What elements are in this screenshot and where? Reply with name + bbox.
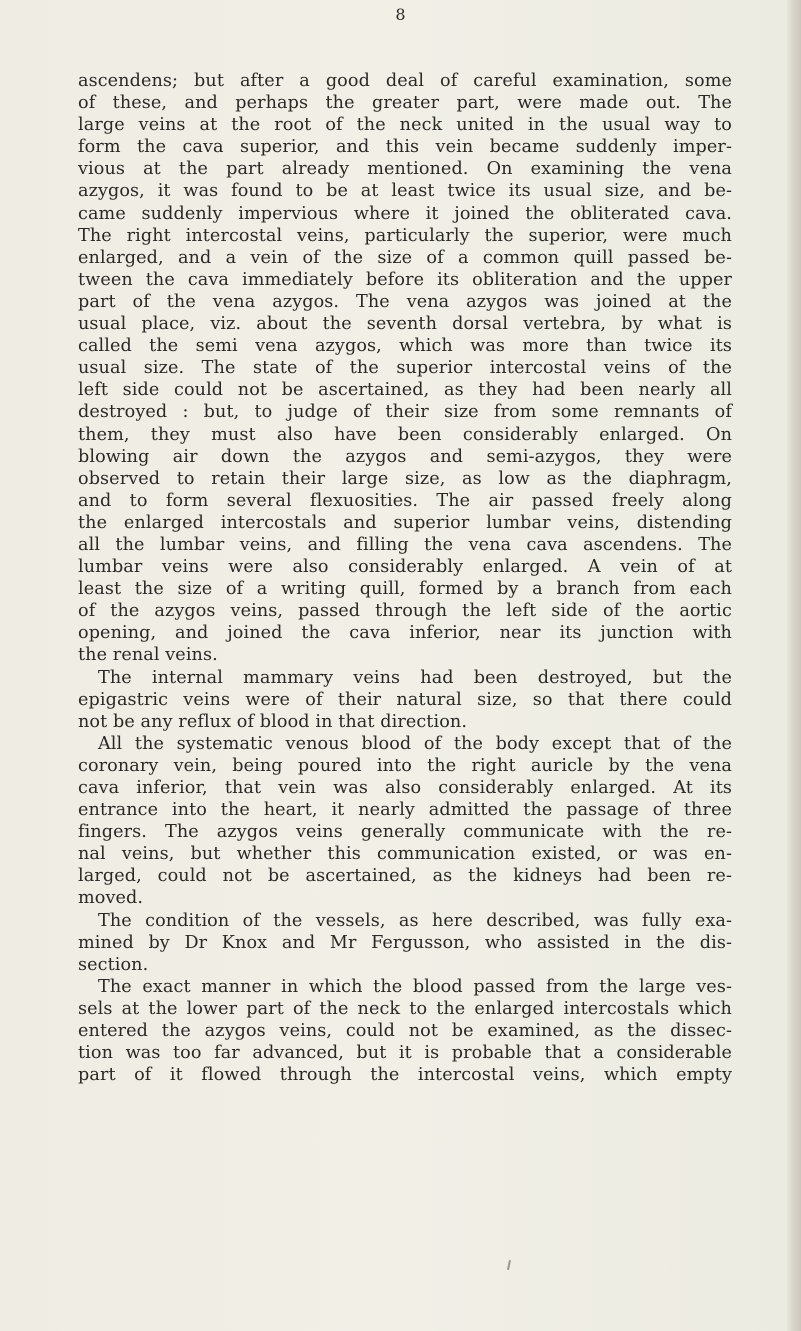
text-line: all the lumbar veins, and filling the vena cava ascendens. The bbox=[78, 534, 732, 555]
text-line: coronary vein, being poured into the right auricle by the vena bbox=[78, 755, 732, 776]
text-line: usual place, viz. about the seventh dorsal vertebra, by what is bbox=[78, 314, 732, 335]
text-line: them, they must also have been considerably enlarged. On bbox=[78, 424, 732, 445]
text-line: The right intercostal veins, particularly the superior, were much bbox=[78, 225, 732, 246]
text-line: lumbar veins were also considerably enlarged. A vein of at bbox=[78, 557, 732, 578]
text-line: ascendens; but after a good deal of careful examination, some bbox=[78, 71, 732, 91]
text-line: opening, and joined the cava inferior, near its junction with bbox=[78, 623, 732, 644]
text-line: The exact manner in which the blood passed from the large ves- bbox=[98, 976, 732, 997]
text-line: cava inferior, that vein was also considerably enlarged. At its bbox=[78, 778, 732, 798]
text-line: enlarged, and a vein of the size of a common quill passed be- bbox=[78, 247, 732, 268]
text-line: large veins at the root of the neck united in the usual way to bbox=[78, 115, 732, 136]
text-line: fingers. The azygos veins generally communicate with the re- bbox=[78, 822, 732, 843]
text-line: entered the azygos veins, could not be examined, as the dissec- bbox=[78, 1021, 732, 1042]
text-line: least the size of a writing quill, formed by a branch from each bbox=[78, 579, 732, 600]
text-line: came suddenly impervious where it joined the obliterated cava. bbox=[78, 203, 732, 224]
body-text bbox=[78, 70, 732, 1086]
page-number: 8 bbox=[395, 5, 406, 24]
text-line: the renal veins. bbox=[78, 645, 218, 666]
text-line: called the semi vena azygos, which was more than twice its bbox=[78, 336, 732, 357]
text-line: blowing air down the azygos and semi-azygos, they were bbox=[78, 446, 732, 467]
text-line: entrance into the heart, it nearly admitted the passage of three bbox=[78, 800, 732, 821]
text-line: mined by Dr Knox and Mr Fergusson, who assisted in the dis- bbox=[78, 932, 732, 953]
text-line: All the systematic venous blood of the body except that of the bbox=[98, 733, 732, 754]
text-line: the enlarged intercostals and superior lumbar veins, distending bbox=[78, 512, 732, 533]
text-line: usual size. The state of the superior intercostal veins of the bbox=[78, 358, 732, 379]
text-line: not be any reflux of blood in that direction. bbox=[78, 711, 468, 732]
text-line: left side could not be ascertained, as they had been nearly all bbox=[78, 380, 732, 401]
text-line: part of it flowed through the intercostal veins, which empty bbox=[78, 1065, 732, 1086]
page-edge bbox=[787, 0, 801, 1331]
text-line: tween the cava immediately before its obliteration and the upper bbox=[78, 269, 732, 290]
text-line: tion was too far advanced, but it is probable that a considerable bbox=[78, 1043, 732, 1064]
ink-mark bbox=[507, 1260, 511, 1270]
text-line: sels at the lower part of the neck to the enlarged intercostals which bbox=[78, 998, 732, 1019]
text-line: observed to retain their large size, as low as the diaphragm, bbox=[78, 468, 732, 489]
text-line: of these, and perhaps the greater part, were made out. The bbox=[78, 93, 732, 114]
text-line: The condition of the vessels, as here described, was fully exa- bbox=[98, 910, 732, 931]
text-line: form the cava superior, and this vein became suddenly imper- bbox=[78, 137, 732, 158]
text-line: part of the vena azygos. The vena azygos was joined at the bbox=[78, 291, 732, 312]
text-line: azygos, it was found to be at least twice its usual size, and be- bbox=[78, 181, 732, 202]
text-line: vious at the part already mentioned. On examining the vena bbox=[78, 159, 732, 180]
text-line: larged, could not be ascertained, as the kidneys had been re- bbox=[78, 866, 732, 887]
text-line: epigastric veins were of their natural size, so that there could bbox=[78, 689, 732, 710]
text-line: section. bbox=[78, 954, 149, 975]
text-line: nal veins, but whether this communication existed, or was en- bbox=[78, 844, 732, 865]
text-line: moved. bbox=[78, 888, 144, 909]
text-line: destroyed : but, to judge of their size from some remnants of bbox=[78, 402, 732, 423]
text-line: The internal mammary veins had been destroyed, but the bbox=[98, 667, 732, 688]
text-line: of the azygos veins, passed through the left side of the aortic bbox=[78, 601, 732, 622]
text-line: and to form several flexuosities. The air passed freely along bbox=[78, 490, 732, 511]
